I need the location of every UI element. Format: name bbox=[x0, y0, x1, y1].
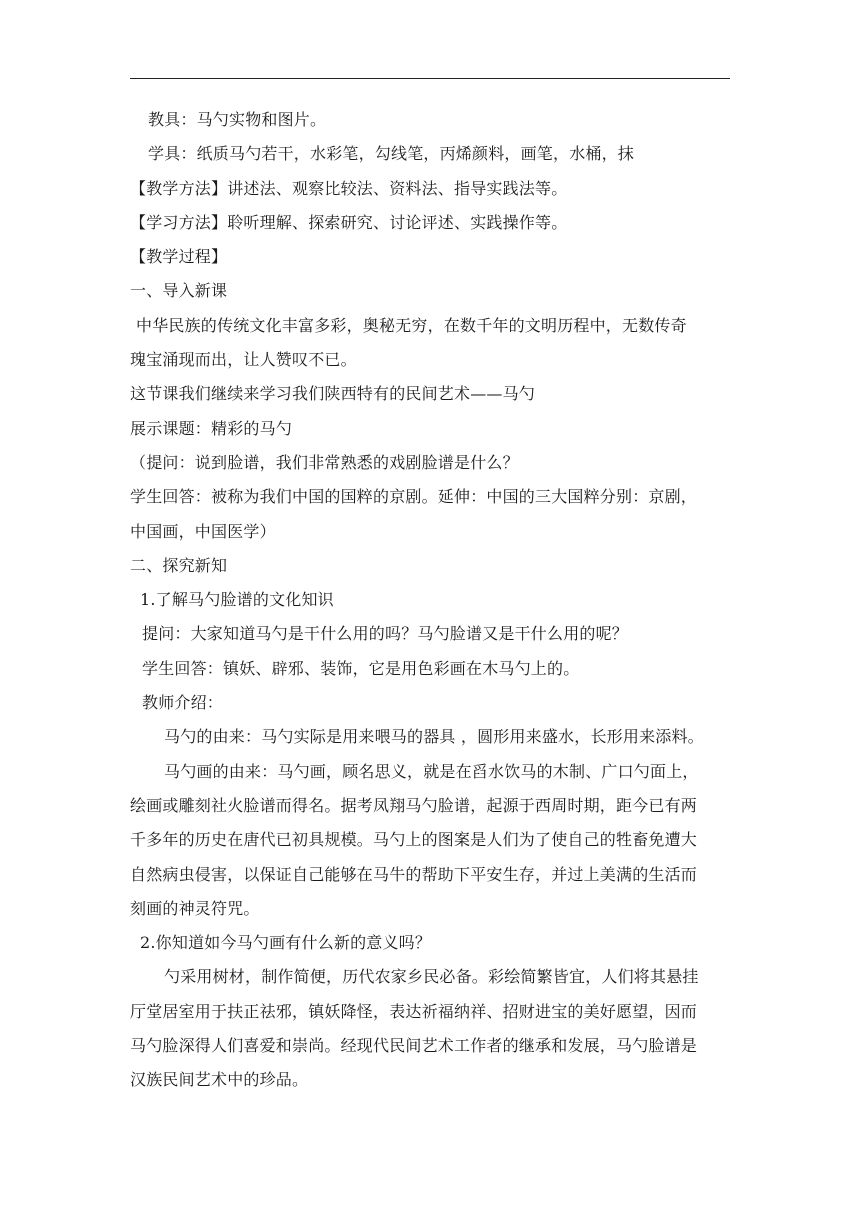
subsection-heading: 2.你知道如今马勺画有什么新的意义吗？ bbox=[140, 933, 432, 953]
paragraph-line: 绘画或雕刻社火脸谱而得名。据考凤翔马勺脸谱，起源于西周时期，距今已有两 bbox=[130, 795, 698, 815]
teaching-aids-line: 教具：马勺实物和图片。 bbox=[148, 110, 327, 129]
paragraph-line: 厅堂居室用于扶正祛邪，镇妖降怪，表达祈福纳祥、招财进宝的美好愿望，因而 bbox=[130, 1001, 698, 1021]
paragraph-line: 千多年的历史在唐代已初具规模。马勺上的图案是人们为了使自己的牲畜免遭大 bbox=[130, 830, 698, 850]
subsection-heading: 1.了解马勺脸谱的文化知识 bbox=[140, 590, 334, 610]
paragraph-line: 这节课我们继续来学习我们陕西特有的民间艺术——马勺 bbox=[130, 384, 536, 404]
paragraph-line: 中华民族的传统文化丰富多彩，奥秘无穷，在数千年的文明历程中，无数传奇 bbox=[136, 315, 687, 335]
teaching-methods-line: 【教学方法】讲述法、观察比较法、资料法、指导实践法等。 bbox=[130, 178, 568, 198]
paragraph-line: 瑰宝涌现而出，让人赞叹不已。 bbox=[130, 350, 357, 370]
section-heading-explore: 二、探究新知 bbox=[130, 555, 228, 575]
paragraph-line: 勺采用树材，制作简便，历代农家乡民必备。彩绘简繁皆宜，人们将其悬挂 bbox=[164, 967, 699, 987]
header-rule bbox=[130, 78, 730, 79]
paragraph-line: 教师介绍： bbox=[142, 693, 224, 713]
paragraph-line: 中国画，中国医学） bbox=[130, 521, 276, 541]
learning-methods-line: 【学习方法】聆听理解、探索研究、讨论评述、实践操作等。 bbox=[130, 212, 568, 232]
paragraph-line: 马勺脸深得人们喜爱和崇尚。经现代民间艺术工作者的继承和发展，马勺脸谱是 bbox=[130, 1036, 698, 1056]
teaching-process-heading: 【教学过程】 bbox=[130, 247, 228, 267]
paragraph-line: 学生回答：镇妖、辟邪、装饰，它是用色彩画在木马勺上的。 bbox=[142, 658, 580, 678]
paragraph-line: 展示课题：精彩的马勺 bbox=[130, 418, 293, 438]
paragraph-line: （提问：说到脸谱，我们非常熟悉的戏剧脸谱是什么？ bbox=[130, 452, 519, 472]
paragraph-line: 学生回答：被称为我们中国的国粹的京剧。延伸：中国的三大国粹分别：京剧， bbox=[130, 487, 698, 507]
paragraph-line: 汉族民间艺术中的珍品。 bbox=[130, 1070, 309, 1090]
paragraph-line: 马勺画的由来：马勺画，顾名思义，就是在舀水饮马的木制、广口勺面上， bbox=[164, 761, 699, 781]
section-heading-intro: 一、导入新课 bbox=[130, 281, 228, 301]
paragraph-line: 马勺的由来：马勺实际是用来喂马的器具 ，圆形用来盛水，长形用来添料。 bbox=[164, 727, 704, 747]
paragraph-line: 刻画的神灵符咒。 bbox=[130, 898, 260, 918]
paragraph-line: 提问：大家知道马勺是干什么用的吗？马勺脸谱又是干什么用的呢？ bbox=[142, 624, 629, 644]
student-tools-line: 学具：纸质马勺若干，水彩笔，勾线笔，丙烯颜料，画笔，水桶，抹 bbox=[148, 144, 635, 164]
document-body bbox=[130, 103, 732, 1098]
paragraph-line: 自然病虫侵害，以保证自己能够在马牛的帮助下平安生存，并过上美满的生活而 bbox=[130, 864, 698, 884]
